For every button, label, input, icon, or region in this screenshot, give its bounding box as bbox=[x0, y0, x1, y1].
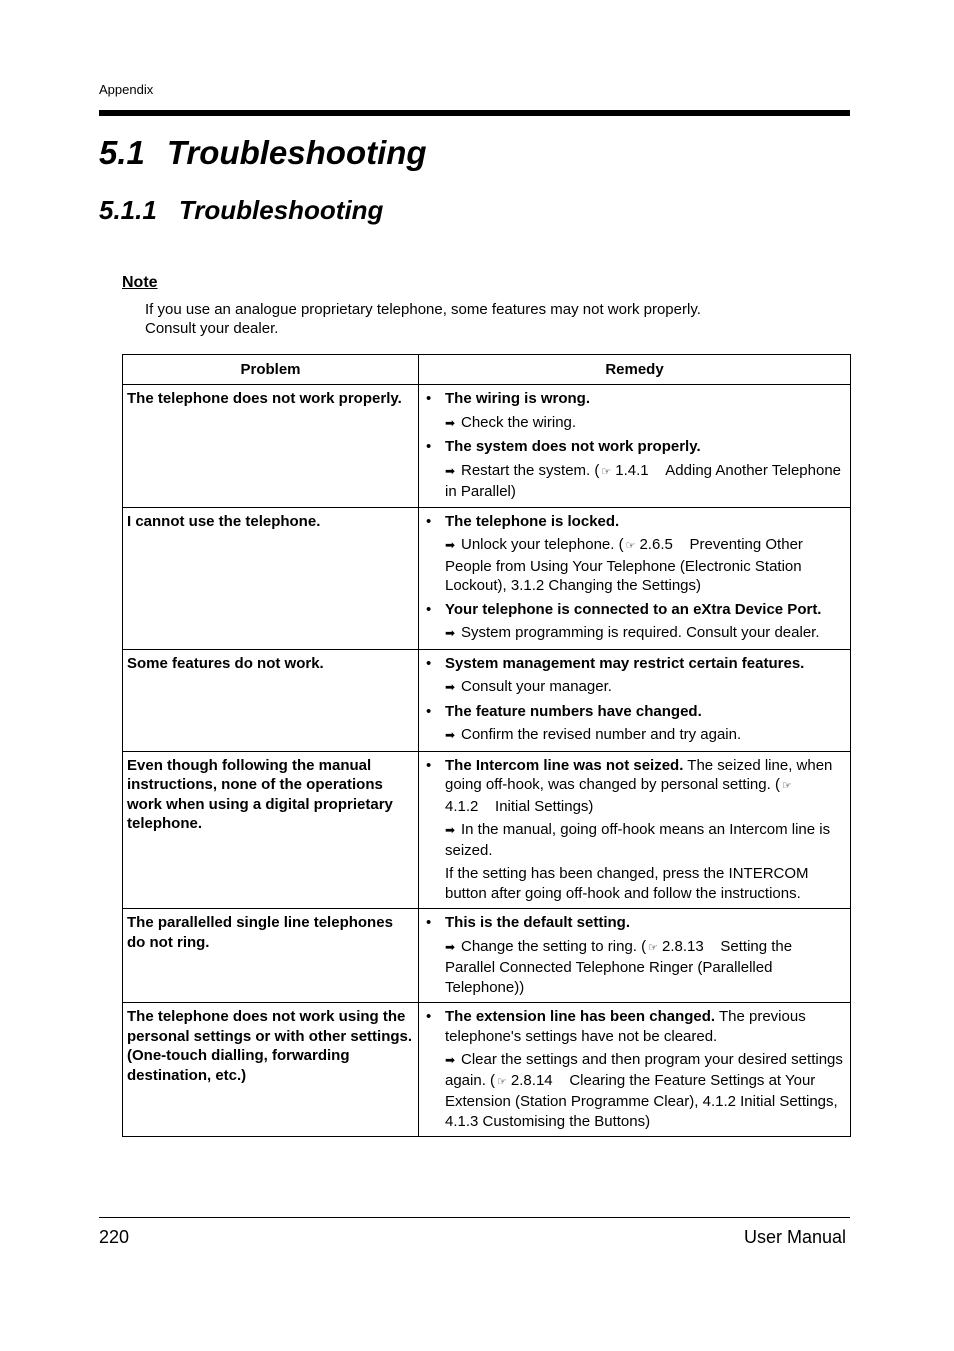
cause-text: The Intercom line was not seized. bbox=[445, 756, 684, 774]
remedy-item bbox=[423, 1050, 846, 1131]
cause-text: System management may restrict certain features. bbox=[445, 654, 805, 672]
cause-item bbox=[423, 600, 846, 620]
table-row bbox=[123, 1003, 851, 1137]
remedy-item bbox=[423, 623, 846, 644]
cross-reference-number[interactable]: 2.6.5 bbox=[639, 536, 673, 553]
problem-column-header: Problem bbox=[123, 355, 419, 385]
section-title-text: Troubleshooting bbox=[166, 134, 427, 171]
cause-text: The extension line has been changed. bbox=[445, 1008, 716, 1025]
remedy-cell bbox=[419, 751, 851, 909]
troubleshooting-table bbox=[122, 354, 851, 1137]
cause-item bbox=[423, 756, 846, 817]
remedy-item bbox=[423, 535, 846, 596]
cross-reference-title[interactable]: Adding Another Telephone in Parallel) bbox=[445, 461, 842, 500]
section-number: 5.1 bbox=[99, 134, 145, 171]
cross-reference-title[interactable]: Initial Settings) bbox=[495, 797, 594, 815]
remedy-cell bbox=[419, 649, 851, 751]
remedy-item bbox=[423, 937, 846, 998]
remedy-text: Confirm the revised number and try again. bbox=[461, 726, 742, 743]
cause-item bbox=[423, 702, 846, 722]
remedy-cell bbox=[419, 909, 851, 1003]
remedy-text: Restart the system. ( bbox=[461, 461, 600, 479]
cause-item bbox=[423, 654, 846, 674]
arrow-icon: ➡ bbox=[445, 728, 456, 742]
bullet: • bbox=[426, 654, 432, 672]
arrow-icon: ➡ bbox=[445, 415, 456, 430]
note-body bbox=[145, 300, 701, 338]
cause-text: The system does not work properly. bbox=[445, 438, 701, 455]
table-row bbox=[123, 649, 851, 751]
cause-item bbox=[423, 512, 846, 532]
arrow-icon: ➡ bbox=[445, 939, 456, 954]
note-line: If you use an analogue proprietary telephone, some features may not work properly. bbox=[145, 301, 701, 318]
pointing-hand-icon: ☞ bbox=[601, 465, 612, 478]
bullet: • bbox=[426, 702, 432, 720]
bullet: • bbox=[426, 438, 432, 455]
problem-cell: I cannot use the telephone. bbox=[123, 507, 419, 649]
arrow-icon: ➡ bbox=[445, 823, 456, 837]
cause-item bbox=[423, 437, 846, 457]
note-heading: Note bbox=[122, 274, 158, 291]
arrow-icon: ➡ bbox=[445, 626, 456, 640]
remedy-text: In the manual, going off-hook means an Intercom line is seized. bbox=[445, 821, 831, 859]
cross-reference-number[interactable]: 1.4.1 bbox=[615, 461, 649, 479]
cause-text: The telephone is locked. bbox=[445, 512, 620, 530]
remedy-text: Change the setting to ring. ( bbox=[461, 937, 647, 955]
remedy-extra-text: If the setting has been changed, press the INTERCOM button after going off-hook and follow the instructions. bbox=[445, 865, 809, 902]
bullet: • bbox=[426, 1008, 432, 1025]
table-row bbox=[123, 909, 851, 1003]
problem-cell: Even though following the manual instructions, none of the operations work when using a digital proprietary telephone. bbox=[123, 751, 419, 909]
pointing-hand-icon: ☞ bbox=[497, 1075, 507, 1088]
cause-text: The feature numbers have changed. bbox=[445, 702, 702, 720]
footer-rule bbox=[99, 1217, 850, 1218]
section-title bbox=[99, 134, 427, 172]
table-row bbox=[123, 385, 851, 508]
cross-reference-number[interactable]: 2.8.14 bbox=[510, 1071, 553, 1089]
arrow-icon: ➡ bbox=[445, 1053, 456, 1067]
problem-cell: The telephone does not work properly. bbox=[123, 385, 419, 508]
subsection-number: 5.1.1 bbox=[99, 195, 157, 225]
remedy-text: System programming is required. Consult your dealer. bbox=[461, 624, 820, 641]
cross-reference-title[interactable]: Setting the Parallel Connected Telephone Ringer (Parallelled Telephone)) bbox=[445, 937, 793, 996]
subsection-title bbox=[99, 195, 383, 226]
remedy-item bbox=[423, 461, 846, 502]
cross-reference-title[interactable]: Preventing Other People from Using Your Telephone (Electronic Station Lockout), 3.1.2 Changing the Settings) bbox=[445, 536, 803, 594]
cause-text: Your telephone is connected to an eXtra Device Port. bbox=[445, 600, 822, 618]
cause-text: The wiring is wrong. bbox=[445, 390, 591, 407]
arrow-icon: ➡ bbox=[445, 538, 456, 552]
remedy-column-header: Remedy bbox=[419, 355, 851, 385]
table-row bbox=[123, 751, 851, 909]
note-line: Consult your dealer. bbox=[145, 320, 279, 337]
bullet: • bbox=[426, 914, 432, 931]
pointing-hand-icon: ☞ bbox=[625, 540, 636, 552]
arrow-icon: ➡ bbox=[445, 463, 456, 478]
remedy-text: Check the wiring. bbox=[461, 413, 577, 431]
cross-reference-title[interactable]: Clearing the Feature Settings at Your Extension (Station Programme Clear), 4.1.2 Initial Settings, 4.1.3 Customising the Buttons) bbox=[445, 1071, 838, 1130]
cause-text: This is the default setting. bbox=[445, 914, 631, 931]
problem-cell: The parallelled single line telephones do not ring. bbox=[123, 909, 419, 1003]
page-number: 220 bbox=[99, 1227, 130, 1247]
bullet: • bbox=[426, 512, 432, 530]
bullet: • bbox=[426, 600, 432, 618]
arrow-icon: ➡ bbox=[445, 680, 456, 694]
remedy-item bbox=[423, 413, 846, 434]
pointing-hand-icon: ☞ bbox=[781, 780, 792, 792]
remedy-text: Unlock your telephone. ( bbox=[461, 536, 624, 553]
cause-item bbox=[423, 1007, 846, 1046]
remedy-text: Clear the settings and then program your desired settings again. ( bbox=[445, 1051, 843, 1089]
remedy-cell bbox=[419, 1003, 851, 1137]
problem-cell: The telephone does not work using the personal settings or with other settings. (One-touch dialling, forwarding destination, etc.) bbox=[123, 1003, 419, 1137]
subsection-title-text: Troubleshooting bbox=[178, 195, 384, 225]
remedy-cell bbox=[419, 385, 851, 508]
cause-item bbox=[423, 389, 846, 409]
cross-reference-number[interactable]: 4.1.2 bbox=[445, 797, 479, 815]
pointing-hand-icon: ☞ bbox=[648, 941, 658, 954]
bullet: • bbox=[426, 756, 432, 774]
table-header-row bbox=[123, 355, 851, 385]
remedy-text: Consult your manager. bbox=[461, 678, 612, 695]
running-header: Appendix bbox=[99, 82, 154, 97]
cause-item bbox=[423, 913, 846, 933]
problem-cell: Some features do not work. bbox=[123, 649, 419, 751]
cause-detail: The previous telephone's settings have not be cleared. bbox=[445, 1008, 806, 1045]
manual-label: User Manual bbox=[743, 1227, 846, 1247]
remedy-item bbox=[423, 677, 846, 698]
header-rule bbox=[99, 110, 850, 116]
table-row bbox=[123, 507, 851, 649]
remedy-cell bbox=[419, 507, 851, 649]
remedy-item bbox=[423, 820, 846, 860]
remedy-item bbox=[423, 725, 846, 746]
cause-detail: The seized line, when going off-hook, was changed by personal setting. ( bbox=[445, 756, 833, 793]
cross-reference-number[interactable]: 2.8.13 bbox=[662, 937, 704, 955]
bullet: • bbox=[426, 390, 432, 407]
